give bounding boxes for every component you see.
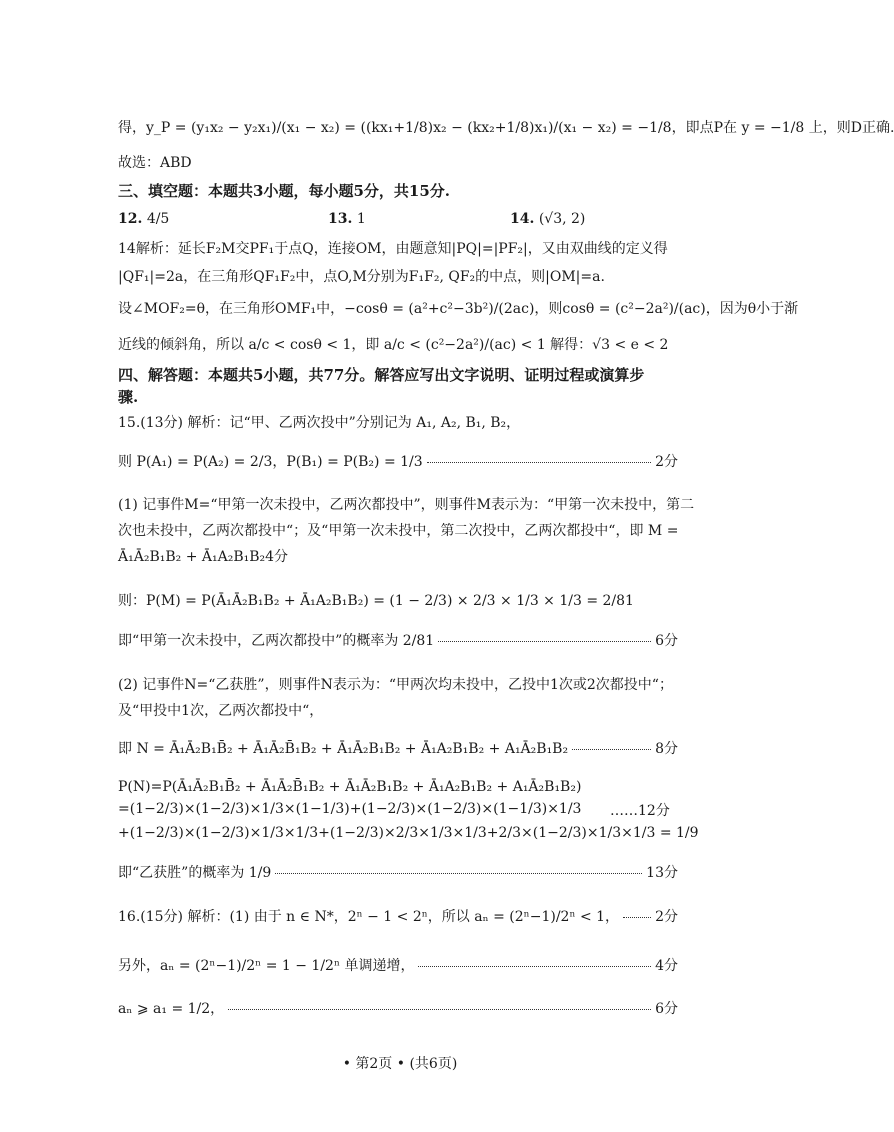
leader-dots — [418, 966, 651, 967]
section-heading: 三、填空题：本题共3小题，每小题5分，共15分. — [118, 182, 450, 200]
score-label: 2分 — [655, 909, 678, 925]
text-line: 近线的倾斜角，所以 a/c < cosθ < 1，即 a/c < (c²−2a²)/(ac) < 1 解得：√3 < e < 2 — [118, 337, 669, 353]
leader-dots — [228, 1009, 651, 1010]
answer-14 — [510, 208, 585, 230]
text-line: 设∠MOF₂=θ，在三角形OMF₁中，−cosθ = (a²+c²−3b²)/(2ac)，则cosθ = (c²−2a²)/(ac)，因为θ小于渐 — [118, 301, 799, 317]
scored-line — [118, 862, 678, 884]
scored-line — [118, 906, 678, 928]
score-label: 8分 — [655, 741, 678, 757]
answer-value: 4/5 — [146, 211, 170, 227]
answer-value: (√3, 2) — [538, 211, 586, 227]
scored-text: 即 N = Ā₁Ā₂B₁B̄₂ + Ā₁Ā₂B̄₁B₂ + Ā₁Ā₂B₁B₂ + Ā₁A₂B₁B₂ + A₁Ā₂B₁B₂ — [118, 741, 569, 757]
answer-13 — [328, 208, 366, 230]
scored-text: 即“甲第一次未投中，乙两次都投中”的概率为 2/81 — [118, 633, 435, 649]
answer-value: 1 — [356, 211, 366, 227]
scored-text: 另外，aₙ = (2ⁿ−1)/2ⁿ = 1 − 1/2ⁿ 单调递增， — [118, 958, 415, 974]
text-line: 次也未投中，乙两次都投中“；及“甲第一次未投中，第二次投中，乙两次都投中“，即 M = — [118, 523, 679, 539]
text-line: 15.(13分) 解析：记“甲、乙两次投中”分别记为 A₁, A₂, B₁, B₂， — [118, 415, 521, 431]
scored-line — [118, 738, 678, 760]
leader-dots — [623, 917, 651, 918]
text-line: =(1−2/3)×(1−2/3)×1/3×(1−1/3)+(1−2/3)×(1−2/3)×(1−1/3)×1/3 — [118, 801, 582, 817]
text-line: 则：P(M) = P(Ā₁Ā₂B₁B₂ + Ā₁A₂B₁B₂) = (1 − 2/3) × 2/3 × 1/3 × 1/3 = 2/81 — [118, 593, 634, 609]
answer-label: 13. — [328, 211, 353, 227]
scored-line — [118, 955, 678, 977]
score-label: 4分 — [655, 958, 678, 974]
score-label: 13分 — [646, 865, 678, 881]
text-line: 14解析：延长F₂M交PF₁于点Q，连接OM，由题意知|PQ|=|PF₂|，又由双曲线的定义得 — [118, 241, 668, 257]
scored-text: 即“乙获胜”的概率为 1/9 — [118, 865, 272, 881]
text-line: |QF₁|=2a，在三角形QF₁F₂中，点O,M分别为F₁F₂, QF₂的中点，则|OM|=a. — [118, 269, 605, 285]
leader-dots — [275, 873, 642, 874]
text-line: 故选：ABD — [118, 155, 192, 171]
scored-line — [118, 998, 678, 1020]
scored-line — [118, 630, 678, 652]
text-line: 得，y_P = (y₁x₂ − y₂x₁)/(x₁ − x₂) = ((kx₁+1/8)x₂ − (kx₂+1/8)x₁)/(x₁ − x₂) = −1/8，即点P在 y = −1/8 上，则D正确. — [118, 120, 894, 136]
scored-text: 16.(15分) 解析：(1) 由于 n ∈ N*，2ⁿ − 1 < 2ⁿ，所以 aₙ = (2ⁿ−1)/2ⁿ < 1， — [118, 909, 620, 925]
score-label: ……12分 — [610, 803, 670, 819]
text-line: +(1−2/3)×(1−2/3)×1/3×1/3+(1−2/3)×2/3×1/3×1/3+2/3×(1−2/3)×1/3×1/3 = 1/9 — [118, 825, 699, 841]
text-line: (2) 记事件N=“乙获胜”，则事件N表示为：“甲两次均未投中，乙投中1次或2次都投中“； — [118, 677, 673, 693]
scored-line — [118, 451, 678, 473]
score-label: 2分 — [655, 454, 678, 470]
answer-12 — [118, 208, 169, 230]
score-label: 6分 — [655, 633, 678, 649]
text-line: P(N)=P(Ā₁Ā₂B₁B̄₂ + Ā₁Ā₂B̄₁B₂ + Ā₁Ā₂B₁B₂ + Ā₁A₂B₁B₂ + A₁Ā₂B₁B₂) — [118, 779, 582, 795]
leader-dots — [572, 749, 651, 750]
section-heading: 四、解答题：本题共5小题，共77分。解答应写出文字说明、证明过程或演算步 — [118, 366, 645, 384]
scored-text: 则 P(A₁) = P(A₂) = 2/3，P(B₁) = P(B₂) = 1/3 — [118, 454, 423, 470]
page-footer: • 第2页 • (共6页) — [342, 1056, 458, 1072]
text-line: Ā₁Ā₂B₁B₂ + Ā₁A₂B₁B₂4分 — [118, 549, 289, 565]
score-label: 6分 — [655, 1001, 678, 1017]
answer-label: 14. — [510, 211, 535, 227]
section-heading: 骤. — [118, 388, 139, 406]
leader-dots — [427, 462, 651, 463]
answer-label: 12. — [118, 211, 143, 227]
text-line: (1) 记事件M=“甲第一次未投中，乙两次都投中”，则事件M表示为：“甲第一次未投中，第二 — [118, 497, 695, 513]
text-line: 及“甲投中1次，乙两次都投中“， — [118, 703, 324, 719]
leader-dots — [438, 641, 651, 642]
scored-text: aₙ ⩾ a₁ = 1/2， — [118, 1001, 225, 1017]
